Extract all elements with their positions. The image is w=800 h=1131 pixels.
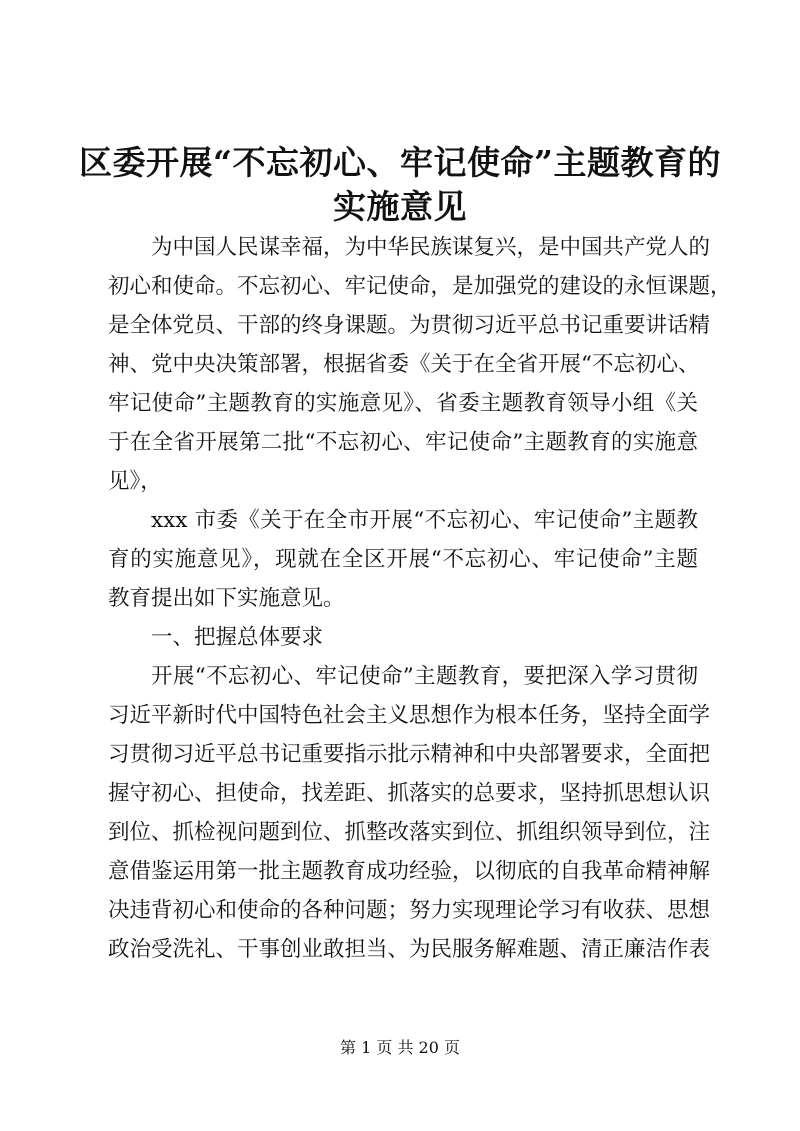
paragraph-line: 见》， — [108, 469, 162, 494]
page-footer: 第 1 页 共 20 页 — [340, 1038, 460, 1057]
paragraph-line: 于在全省开展第二批“不忘初心、牢记使命”主题教育的实施意 — [108, 430, 698, 455]
paragraph-line: 到位、抓检视问题到位、抓整改落实到位、抓组织领导到位，注 — [108, 820, 711, 845]
paragraph-line: 开展“不忘初心、牢记使命”主题教育，要把深入学习贯彻 — [151, 664, 698, 689]
paragraph-1 — [108, 228, 732, 501]
paragraph-line: 习贯彻习近平总书记重要指示批示精神和中央部署要求，全面把 — [108, 742, 711, 767]
paragraph-line: 政治受洗礼、干事创业敢担当、为民服务解难题、清正廉洁作表 — [108, 937, 711, 962]
paragraph-line: 决违背初心和使命的各种问题；努力实现理论学习有收获、思想 — [108, 898, 711, 923]
paragraph-line: 牢记使命”主题教育的实施意见》、省委主题教育领导小组《关 — [108, 391, 698, 416]
paragraph-line: 神、党中央决策部署，根据省委《关于在全省开展“不忘初心、 — [108, 352, 700, 377]
paragraph-line: 为中国人民谋幸福，为中华民族谋复兴，是中国共产党人的 — [151, 235, 711, 260]
paragraph-line: 初心和使命。不忘初心、牢记使命，是加强党的建设的永恒课题， — [108, 274, 732, 299]
paragraph-line: 习近平新时代中国特色社会主义思想作为根本任务，坚持全面学 — [108, 703, 711, 728]
paragraph-line: 育的实施意见》，现就在全区开展“不忘初心、牢记使命”主题 — [108, 547, 698, 572]
title-line-1: 区委开展“不忘初心、牢记使命”主题教育的 — [79, 143, 721, 182]
paragraph-line: 教育提出如下实施意见。 — [108, 586, 345, 611]
title-line-2: 实施意见 — [333, 187, 467, 226]
section-heading-text: 一、把握总体要求 — [151, 625, 324, 650]
document-title — [0, 141, 800, 229]
document-body — [108, 228, 732, 969]
paragraph-line: 握守初心、担使命，找差距、抓落实的总要求，坚持抓思想认识 — [108, 781, 711, 806]
section-heading — [108, 618, 698, 657]
paragraph-line: 是全体党员、干部的终身课题。为贯彻习近平总书记重要讲话精 — [108, 313, 711, 338]
paragraph-line: 意借鉴运用第一批主题教育成功经验，以彻底的自我革命精神解 — [108, 859, 711, 884]
paragraph-2 — [108, 501, 698, 618]
paragraph-3 — [108, 657, 711, 969]
paragraph-line: xxx 市委《关于在全市开展“不忘初心、牢记使命”主题教 — [151, 508, 698, 533]
